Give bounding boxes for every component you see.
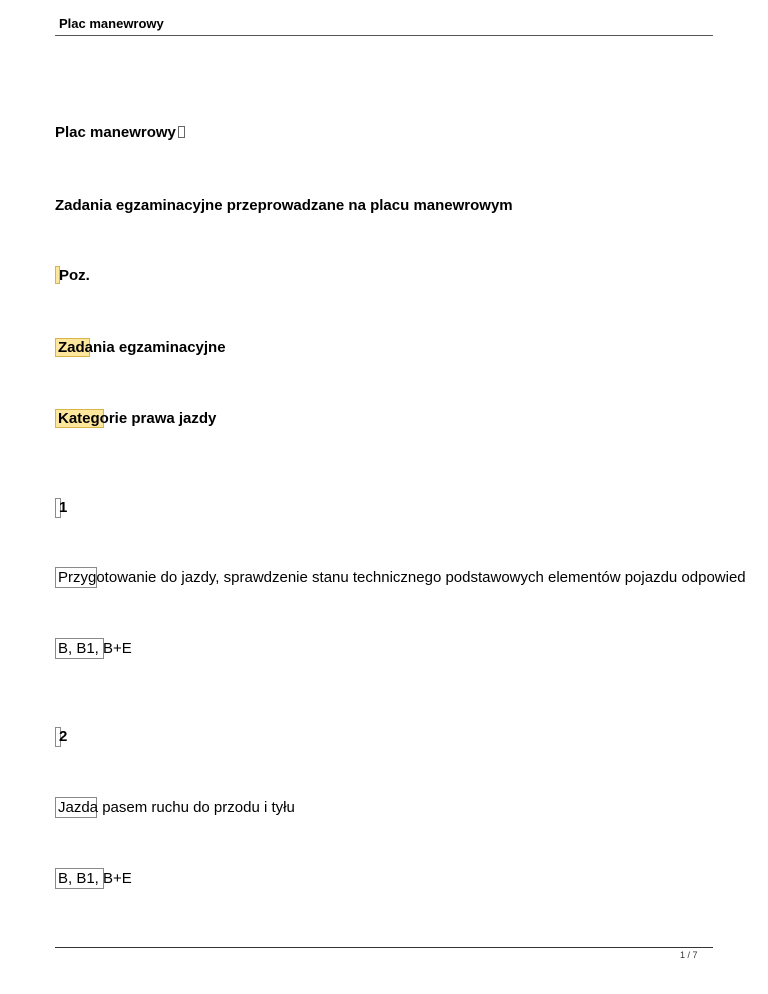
document-heading-text: Plac manewrowy	[55, 124, 176, 141]
column-header-categories: Kategorie prawa jazdy	[58, 410, 217, 427]
row-categories: B, B1, B+E	[58, 870, 132, 887]
header-divider	[55, 35, 713, 36]
row-number: 2	[59, 728, 68, 745]
row-task: Przygotowanie do jazdy, sprawdzenie stanu technicznego podstawowych elementów pojazdu odpowied	[58, 569, 746, 586]
row-task: Jazda pasem ruchu do przodu i tyłu	[58, 799, 295, 816]
page-header-title: Plac manewrowy	[59, 16, 164, 31]
page-number: 1 / 7	[680, 950, 698, 960]
missing-glyph-icon	[178, 126, 185, 138]
row-number: 1	[59, 499, 68, 516]
footer-divider	[55, 947, 713, 948]
document-subheading: Zadania egzaminacyjne przeprowadzane na placu manewrowym	[55, 197, 513, 214]
column-header-tasks: Zadania egzaminacyjne	[58, 339, 226, 356]
column-header-position: Poz.	[59, 267, 90, 284]
document-heading	[55, 124, 185, 141]
row-categories: B, B1, B+E	[58, 640, 132, 657]
